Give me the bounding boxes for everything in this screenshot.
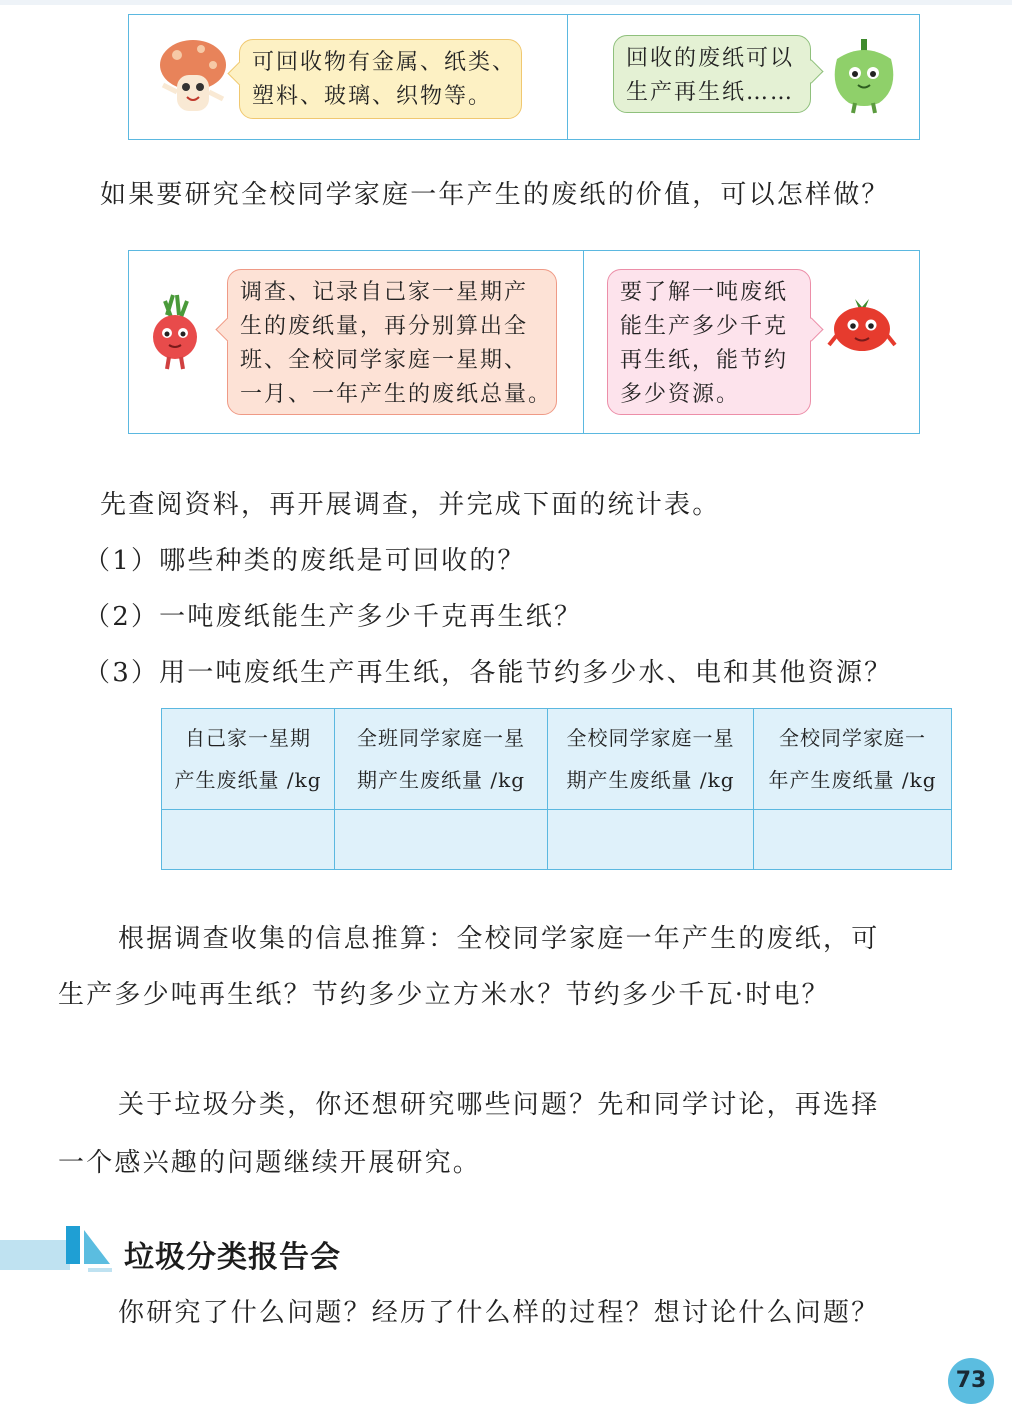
- mushroom-character-icon: [157, 37, 229, 119]
- speech-bubble-resource-question: [607, 269, 811, 415]
- dialogue-panel-1: [128, 14, 920, 140]
- paragraph-line: 一个感兴趣的问题继续开展研究。: [58, 1148, 482, 1178]
- table-cell: [162, 810, 335, 870]
- bubble-line: 能生产多少千克: [620, 314, 789, 339]
- top-rule: [0, 0, 1012, 5]
- bubble-line: 回收的废纸可以: [626, 46, 795, 71]
- header-line: 全校同学家庭一星: [566, 726, 735, 750]
- header-line: 期产生废纸量 /kg: [566, 768, 735, 792]
- paragraph-line: 根据调查收集的信息推算：全校同学家庭一年产生的废纸，可: [118, 924, 880, 954]
- table-cell: [754, 810, 952, 870]
- table-cell: [335, 810, 548, 870]
- waste-paper-statistics-table: [161, 708, 952, 870]
- panel-divider: [583, 251, 584, 433]
- page-number: 73: [948, 1358, 994, 1404]
- bubble-line: 一月、一年产生的废纸总量。: [240, 382, 553, 407]
- table-header-cell: [162, 709, 335, 810]
- section-title: 垃圾分类报告会: [124, 1240, 341, 1275]
- instruction-item: （2）一吨废纸能生产多少千克再生纸？: [84, 602, 583, 632]
- bubble-line: 可回收物有金属、纸类、: [252, 50, 517, 75]
- green-pepper-character-icon: [829, 37, 899, 115]
- table-header-cell: [548, 709, 754, 810]
- speech-bubble-recyclables: [239, 39, 522, 119]
- table-row: [162, 810, 952, 870]
- section-band: [0, 1240, 70, 1270]
- header-line: 全校同学家庭一: [779, 726, 926, 750]
- section-text: 你研究了什么问题？经历了什么样的过程？想讨论什么问题？: [118, 1298, 880, 1328]
- bubble-line: 生的废纸量，再分别算出全: [240, 314, 529, 339]
- bubble-line: 要了解一吨废纸: [620, 280, 789, 305]
- table-header-row: [162, 709, 952, 810]
- table-header-cell: [335, 709, 548, 810]
- bubble-line: 调查、记录自己家一星期产: [240, 280, 529, 305]
- section-arrow-icon: [66, 1226, 114, 1272]
- bubble-line: 班、全校同学家庭一星期、: [240, 348, 529, 373]
- tomato-character-icon: [825, 293, 899, 363]
- instructions-intro: 先查阅资料，再开展调查，并完成下面的统计表。: [100, 490, 721, 520]
- header-line: 全班同学家庭一星: [357, 726, 525, 750]
- question-text: 如果要研究全校同学家庭一年产生的废纸的价值，可以怎样做？: [100, 180, 890, 210]
- speech-bubble-survey-plan: [227, 269, 557, 415]
- table-cell: [548, 810, 754, 870]
- bubble-line: 生产再生纸……: [626, 80, 795, 105]
- header-line: 期产生废纸量 /kg: [356, 768, 526, 792]
- paragraph-line: 生产多少吨再生纸？节约多少立方米水？节约多少千瓦·时电？: [58, 980, 830, 1010]
- speech-bubble-recycled-paper: [613, 35, 811, 113]
- instruction-item: （3）用一吨废纸生产再生纸，各能节约多少水、电和其他资源？: [84, 658, 893, 688]
- bubble-line: 再生纸，能节约: [620, 348, 789, 373]
- bubble-line: 多少资源。: [620, 382, 741, 407]
- table-header-cell: [754, 709, 952, 810]
- header-line: 产生废纸量 /kg: [174, 768, 322, 792]
- panel-divider: [567, 15, 568, 139]
- instruction-item: （1）哪些种类的废纸是可回收的？: [84, 546, 526, 576]
- paragraph-line: 关于垃圾分类，你还想研究哪些问题？先和同学讨论，再选择: [118, 1090, 880, 1120]
- bubble-line: 塑料、玻璃、织物等。: [252, 84, 493, 109]
- header-line: 年产生废纸量 /kg: [768, 768, 937, 792]
- radish-character-icon: [143, 291, 207, 373]
- header-line: 自己家一星期: [185, 726, 311, 750]
- dialogue-panel-2: [128, 250, 920, 434]
